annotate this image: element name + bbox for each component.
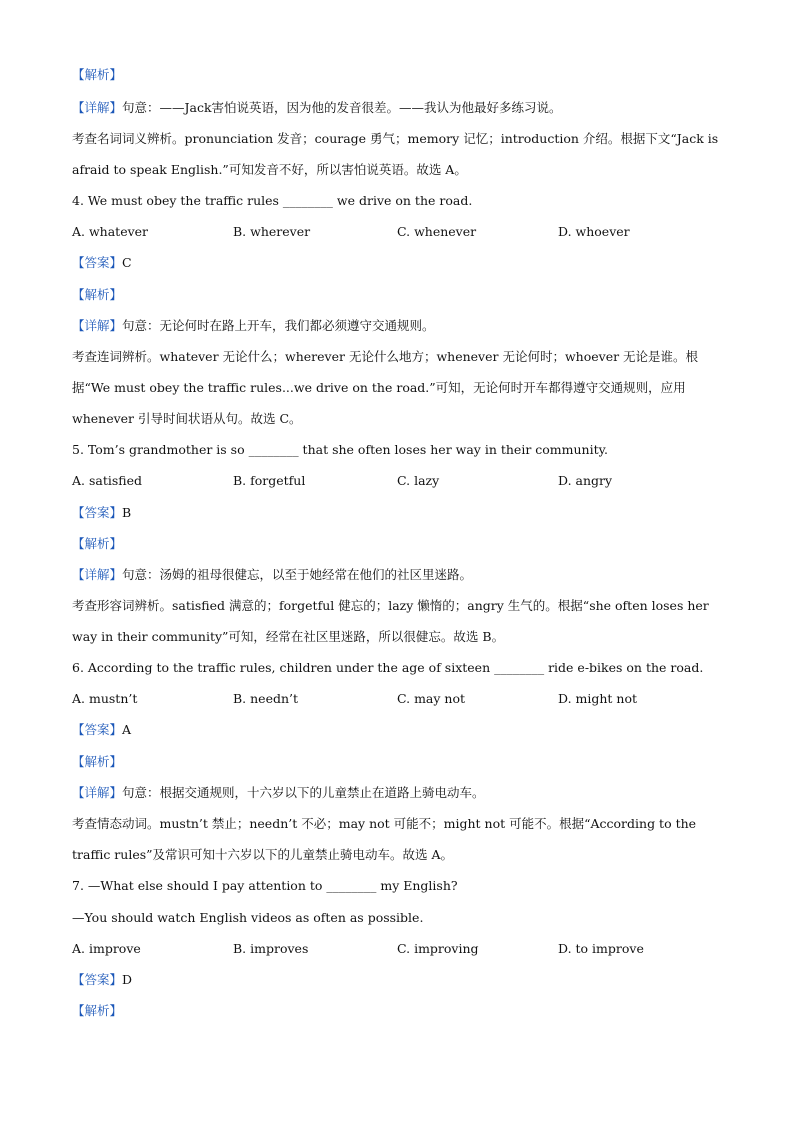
answer-line: 【答案】D xyxy=(72,972,133,987)
options-row xyxy=(72,690,732,708)
option-c: C. lazy xyxy=(397,473,440,488)
explanation-line: 考查形容词辨析。satisfied 满意的；forgetful 健忘的；lazy 懒惰的；angry 生气的。根据“she often loses her xyxy=(72,598,709,613)
option-b: B. improves xyxy=(233,941,309,956)
option-a: A. whatever xyxy=(72,224,149,239)
question-text: 4. We must obey the traffic rules ________ we drive on the road. xyxy=(72,193,473,208)
detail-line: 【详解】句意：——Jack害怕说英语，因为他的发音很差。——我认为他最好多练习说。 xyxy=(72,100,562,115)
explanation-line: 考查情态动词。mustn’t 禁止；needn’t 不必；may not 可能不；might not 可能不。根据“According to the xyxy=(72,816,697,831)
option-b: B. forgetful xyxy=(233,473,306,488)
option-a: A. satisfied xyxy=(72,473,143,488)
explanation-line: 考查连词辨析。whatever 无论什么；wherever 无论什么地方；whenever 无论何时；whoever 无论是谁。根 xyxy=(72,349,699,364)
explanation-line: whenever 引导时间状语从句。故选 C。 xyxy=(72,411,302,426)
explanation-line: traffic rules”及常识可知十六岁以下的儿童禁止骑电动车。故选 A。 xyxy=(72,847,454,862)
question-text: 7. —What else should I pay attention to ________ my English? xyxy=(72,878,458,893)
options-row xyxy=(72,223,732,241)
detail-line: 【详解】句意：汤姆的祖母很健忘，以至于她经常在他们的社区里迷路。 xyxy=(72,567,473,582)
analysis-heading: 【解析】 xyxy=(72,536,123,551)
question-text: —You should watch English videos as often as possible. xyxy=(72,910,424,925)
explanation-line: 据“We must obey the traffic rules...we drive on the road.”可知，无论何时开车都得遵守交通规则，应用 xyxy=(72,380,686,395)
options-row xyxy=(72,472,732,490)
option-d: D. whoever xyxy=(558,224,630,239)
option-c: C. may not xyxy=(397,691,466,706)
analysis-heading: 【解析】 xyxy=(72,287,123,302)
options-row xyxy=(72,940,732,958)
option-d: D. to improve xyxy=(558,941,644,956)
detail-line: 【详解】句意：无论何时在路上开车，我们都必须遵守交通规则。 xyxy=(72,318,435,333)
option-c: C. improving xyxy=(397,941,479,956)
question-text: 6. According to the traffic rules, children under the age of sixteen ________ ride e-bikes on the road. xyxy=(72,660,704,675)
question-text: 5. Tom’s grandmother is so ________ that she often loses her way in their community. xyxy=(72,442,608,457)
option-c: C. whenever xyxy=(397,224,477,239)
detail-line: 【详解】句意：根据交通规则，十六岁以下的儿童禁止在道路上骑电动车。 xyxy=(72,785,485,800)
option-d: D. angry xyxy=(558,473,613,488)
answer-line: 【答案】C xyxy=(72,255,132,270)
option-a: A. improve xyxy=(72,941,141,956)
answer-line: 【答案】B xyxy=(72,505,132,520)
analysis-heading: 【解析】 xyxy=(72,67,123,82)
option-b: B. needn’t xyxy=(233,691,299,706)
explanation-line: afraid to speak English.”可知发音不好，所以害怕说英语。故选 A。 xyxy=(72,162,467,177)
option-d: D. might not xyxy=(558,691,638,706)
analysis-heading: 【解析】 xyxy=(72,754,123,769)
analysis-heading: 【解析】 xyxy=(72,1003,123,1018)
explanation-line: way in their community”可知，经常在社区里迷路，所以很健忘。故选 B。 xyxy=(72,629,505,644)
option-b: B. wherever xyxy=(233,224,311,239)
explanation-line: 考查名词词义辨析。pronunciation 发音；courage 勇气；memory 记忆；introduction 介绍。根据下文“Jack is xyxy=(72,131,719,146)
option-a: A. mustn’t xyxy=(72,691,138,706)
answer-line: 【答案】A xyxy=(72,722,132,737)
